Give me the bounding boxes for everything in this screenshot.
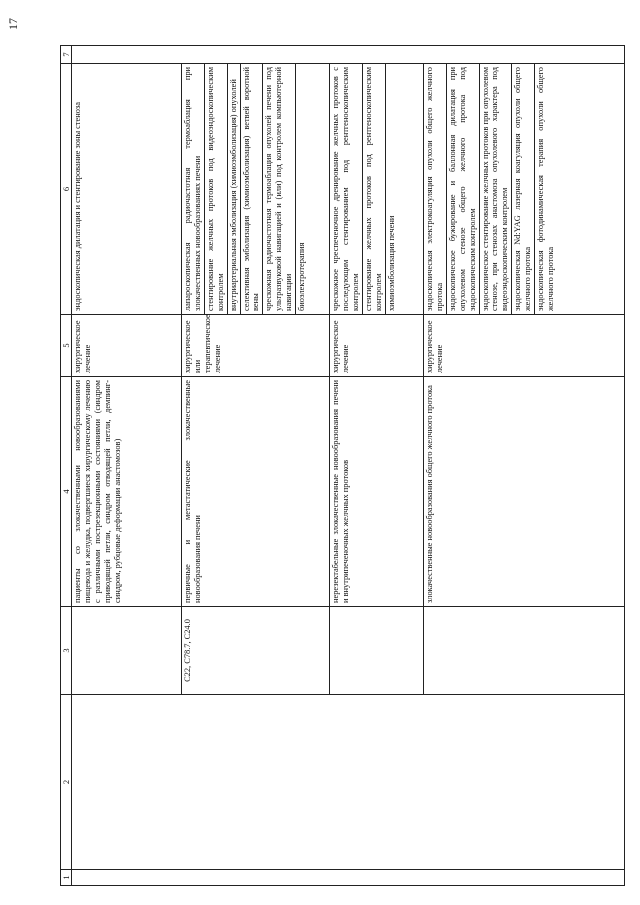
treatment-table bbox=[60, 45, 625, 886]
method-item: эндоскопическое бужирование и баллонная дилатация при опухолевом стенозе общего желчного протока под эндоскопическим контролем bbox=[447, 64, 480, 314]
cell-treatment-type: хирургическое лечение bbox=[424, 315, 625, 377]
method-item: внутриартериальная эмболизация (химиоэмболизация) опухолей bbox=[228, 64, 241, 314]
cell-treatment-type: хирургическое лечение bbox=[72, 315, 182, 377]
cell-treatment-type: хирургическое или терапевтическое лечение bbox=[182, 315, 330, 377]
col-header-3: 3 bbox=[61, 607, 72, 695]
page-number: 17 bbox=[6, 18, 20, 30]
header-row bbox=[61, 46, 72, 886]
cell-code bbox=[424, 607, 625, 695]
cell-condition: первичные и метастатические злокачественные новообразования печени bbox=[182, 377, 330, 607]
cell-methods bbox=[424, 64, 625, 315]
method-item: химиоэмболизация печени bbox=[386, 215, 396, 311]
method-item: стентирование желчных протоков под рентгеноскопическим контролем bbox=[363, 64, 386, 314]
cell-treatment-type: хирургическое лечение bbox=[330, 315, 424, 377]
col-header-2: 2 bbox=[61, 695, 72, 870]
cell-amount bbox=[72, 46, 625, 64]
cell-methods bbox=[330, 64, 424, 315]
col-header-4: 4 bbox=[61, 377, 72, 607]
cell-number bbox=[72, 870, 625, 886]
cell-condition: нерезектабельные злокачественные новообразования печени и внутрипеченочных желчных протоков bbox=[330, 377, 424, 607]
cell-method: эндоскопическая дилатация и стентирование зоны стеноза bbox=[72, 64, 182, 315]
method-item: селективная эмболизация (химиоэмболизация) ветвей воротной вены bbox=[241, 64, 264, 314]
col-header-1: 1 bbox=[61, 870, 72, 886]
col-header-5: 5 bbox=[61, 315, 72, 377]
cell-code: C22, C78.7, C24.0 bbox=[182, 607, 330, 695]
col-header-7: 7 bbox=[61, 46, 72, 64]
rotated-table-sheet bbox=[60, 46, 625, 886]
table-row bbox=[72, 46, 182, 886]
method-item: стентирование желчных протоков под видеоэндоскопическим контролем bbox=[205, 64, 228, 314]
method-item: эндоскопическая электрокоагуляция опухоли общего желчного протока bbox=[424, 64, 447, 314]
method-item: чрескожная радиочастотная термоаблация опухолей печени под ультразвуковой навигацией и (или) под контролем компьютерной навигации bbox=[263, 64, 296, 314]
method-item: эндоскопическая фотодинамическая терапия опухоли общего желчного протока bbox=[536, 67, 555, 311]
cell-condition: злокачественные новообразования общего желчного протока bbox=[424, 377, 625, 607]
cell-methods bbox=[182, 64, 330, 315]
cell-profile bbox=[72, 695, 625, 870]
col-header-6: 6 bbox=[61, 64, 72, 315]
cell-condition: пациенты со злокачественными новообразованиями пищевода и желудка, подвергшиеся хирургическому лечению с различными пострезекционными состояниями (синдром приводящей петли, синдром отводящей петли, демпинг-синдром, рубцовые деформации анастомозов) bbox=[72, 377, 182, 607]
method-item: лапароскопическая радиочастотная термоаблация при злокачественных новообразованиях печени bbox=[182, 64, 205, 314]
cell-code bbox=[330, 607, 424, 695]
method-item: эндоскопическая Nd:YAG лазерная коагуляция опухоли общего желчного протока bbox=[512, 64, 535, 314]
method-item: эндоскопическое стентирование желчных протоков при опухолевом стенозе, при стенозах анастомоза опухолевого характера под видеоэндоскопическим контролем bbox=[480, 64, 513, 314]
method-item: биоэлектротерапия bbox=[297, 242, 307, 311]
method-item: чрескожное чреспеченочное дренирование желчных протоков с последующим стентированием под рентгеноскопическим контролем bbox=[330, 64, 363, 314]
cell-code bbox=[72, 607, 182, 695]
